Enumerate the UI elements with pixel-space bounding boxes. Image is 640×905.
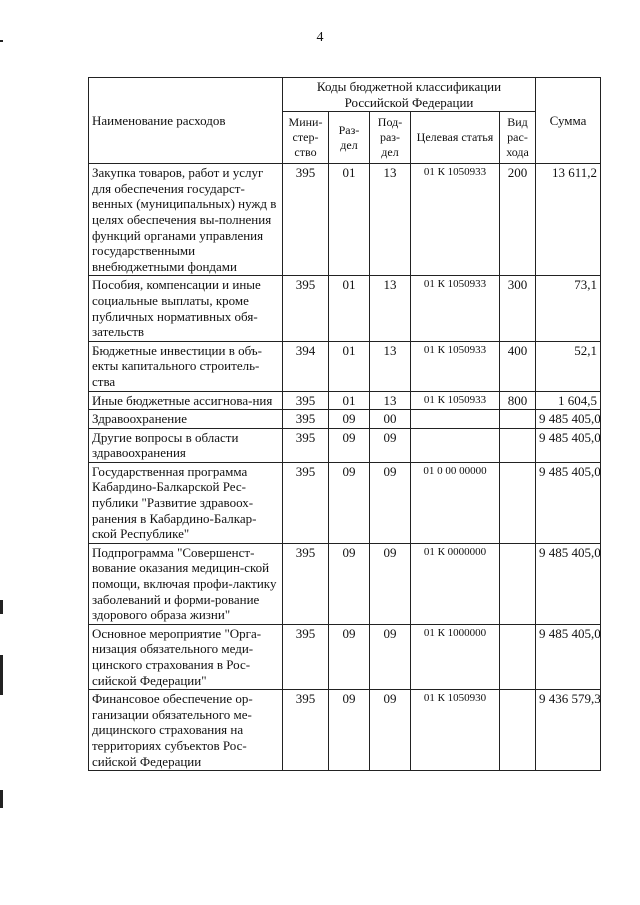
row-subsection: 09 <box>370 543 411 624</box>
row-ministry: 395 <box>283 624 329 689</box>
row-article: 01 К 1050933 <box>411 164 500 276</box>
row-article: 01 К 1050933 <box>411 341 500 391</box>
scan-edge-mark <box>0 655 3 695</box>
row-subsection: 09 <box>370 690 411 771</box>
table-row <box>89 391 601 410</box>
row-section: 09 <box>329 690 370 771</box>
row-sum: 9 485 405,0 <box>536 428 601 462</box>
page-number: 4 <box>316 30 324 45</box>
header-ministry: Мини-стер-ство <box>283 112 329 164</box>
row-sum: 9 485 405,0 <box>536 624 601 689</box>
row-sum: 9 485 405,0 <box>536 410 601 429</box>
row-ministry: 395 <box>283 410 329 429</box>
row-subsection: 00 <box>370 410 411 429</box>
row-name: Основное мероприятие "Орга-низация обязательного меди-цинского страхования в Рос-сийской Федерации" <box>89 624 283 689</box>
table-row <box>89 624 601 689</box>
scan-edge-mark <box>0 790 3 808</box>
row-expense-type: 200 <box>500 164 536 276</box>
row-subsection: 13 <box>370 276 411 341</box>
row-article: 01 К 1050933 <box>411 276 500 341</box>
row-section: 01 <box>329 164 370 276</box>
table-row <box>89 543 601 624</box>
row-expense-type <box>500 410 536 429</box>
row-name: Здравоохранение <box>89 410 283 429</box>
row-subsection: 13 <box>370 164 411 276</box>
row-expense-type: 300 <box>500 276 536 341</box>
row-sum: 9 485 405,0 <box>536 462 601 543</box>
row-expense-type: 800 <box>500 391 536 410</box>
header-target-article: Целевая статья <box>411 112 500 164</box>
row-section: 09 <box>329 543 370 624</box>
row-section: 09 <box>329 624 370 689</box>
row-expense-type <box>500 690 536 771</box>
row-ministry: 395 <box>283 391 329 410</box>
row-expense-type <box>500 624 536 689</box>
row-article: 01 К 1050933 <box>411 391 500 410</box>
row-ministry: 395 <box>283 428 329 462</box>
row-subsection: 13 <box>370 391 411 410</box>
scan-edge-mark <box>0 40 3 42</box>
row-name: Закупка товаров, работ и услуг для обеспечения государст-венных (муниципальных) нужд в целях обеспечения вы-полнения функций органами управления государственными внебюджетными фондами <box>89 164 283 276</box>
row-article <box>411 410 500 429</box>
row-subsection: 09 <box>370 462 411 543</box>
header-sum: Сумма <box>536 78 601 164</box>
table-row <box>89 410 601 429</box>
row-subsection: 13 <box>370 341 411 391</box>
row-sum: 1 604,5 <box>536 391 601 410</box>
row-subsection: 09 <box>370 624 411 689</box>
row-section: 09 <box>329 410 370 429</box>
row-name: Пособия, компенсации и иные социальные выплаты, кроме публичных нормативных обя-зательств <box>89 276 283 341</box>
row-article: 01 0 00 00000 <box>411 462 500 543</box>
row-sum: 13 611,2 <box>536 164 601 276</box>
row-section: 09 <box>329 462 370 543</box>
row-name: Бюджетные инвестиции в объ-екты капитального строитель-ства <box>89 341 283 391</box>
row-section: 01 <box>329 391 370 410</box>
table-row <box>89 428 601 462</box>
row-ministry: 395 <box>283 462 329 543</box>
row-sum: 9 436 579,3 <box>536 690 601 771</box>
row-article: 01 К 1000000 <box>411 624 500 689</box>
row-section: 01 <box>329 276 370 341</box>
header-codes-group: Коды бюджетной классификации Российской Федерации <box>283 78 536 112</box>
row-sum: 73,1 <box>536 276 601 341</box>
table-body <box>89 164 601 771</box>
row-expense-type <box>500 428 536 462</box>
row-section: 09 <box>329 428 370 462</box>
row-ministry: 395 <box>283 543 329 624</box>
table-row <box>89 462 601 543</box>
row-article: 01 К 1050930 <box>411 690 500 771</box>
header-section: Раз-дел <box>329 112 370 164</box>
row-name: Другие вопросы в области здравоохранения <box>89 428 283 462</box>
row-expense-type <box>500 543 536 624</box>
table-row <box>89 276 601 341</box>
header-subsection: Под-раз-дел <box>370 112 411 164</box>
row-name: Финансовое обеспечение ор-ганизации обязательного ме-дицинского страхования на территориях субъектов Рос-сийской Федерации <box>89 690 283 771</box>
row-sum: 52,1 <box>536 341 601 391</box>
row-expense-type <box>500 462 536 543</box>
table-row <box>89 341 601 391</box>
row-sum: 9 485 405,0 <box>536 543 601 624</box>
row-ministry: 395 <box>283 690 329 771</box>
header-name: Наименование расходов <box>89 78 283 164</box>
row-subsection: 09 <box>370 428 411 462</box>
header-expense-type: Вид рас-хода <box>500 112 536 164</box>
row-ministry: 395 <box>283 164 329 276</box>
scan-edge-mark <box>0 600 3 614</box>
row-name: Государственная программа Кабардино-Балкарской Рес-публики "Развитие здравоох-ранения в Кабардино-Балкар-ской Республике" <box>89 462 283 543</box>
table-row <box>89 690 601 771</box>
row-name: Подпрограмма "Совершенст-вование оказания медицин-ской помощи, включая профи-лактику заболеваний и форми-рование здорового образа жизни" <box>89 543 283 624</box>
row-section: 01 <box>329 341 370 391</box>
row-expense-type: 400 <box>500 341 536 391</box>
budget-table <box>88 77 601 771</box>
row-ministry: 394 <box>283 341 329 391</box>
row-ministry: 395 <box>283 276 329 341</box>
row-article <box>411 428 500 462</box>
row-article: 01 К 0000000 <box>411 543 500 624</box>
row-name: Иные бюджетные ассигнова-ния <box>89 391 283 410</box>
table-row <box>89 164 601 276</box>
